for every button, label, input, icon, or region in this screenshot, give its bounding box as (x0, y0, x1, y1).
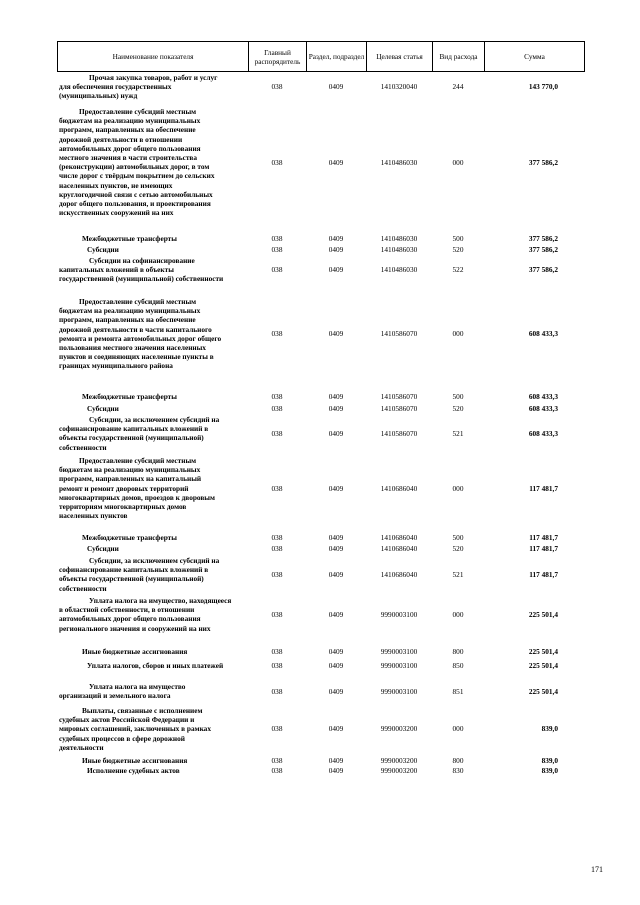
row-sum: 225 501,4 (528, 661, 558, 670)
row-vr: 520 (452, 544, 464, 553)
row-name-line: Исполнение судебных актов (87, 766, 180, 775)
row-name (59, 392, 251, 401)
row-name-line: регионального значения и сооружений на них (59, 623, 211, 633)
row-g: 038 (271, 392, 283, 401)
row-name-line: Предоставление субсидий местным (79, 297, 197, 306)
header-razdel: Раздел, подраздел (307, 42, 367, 71)
row-name-line: бюджетам на реализацию муниципальных (59, 116, 201, 126)
row-name (59, 647, 251, 656)
row-name-line: Субсидии на софинансирование (89, 256, 195, 265)
row-name-line: бюджетам на реализацию муниципальных (59, 306, 201, 316)
row-vr: 521 (452, 570, 464, 579)
row-vr: 500 (452, 392, 464, 401)
row-name-line: многоквартирных домов, проездов к дворовым (59, 492, 215, 502)
row-csr: 1410686040 (380, 570, 418, 579)
row-name (59, 245, 251, 254)
row-r: 0409 (328, 392, 344, 401)
row-name-line: государственной (муниципальной) собственности (59, 274, 224, 284)
row-name (59, 234, 251, 243)
row-name-line: Субсидии (87, 245, 119, 254)
row-csr: 9990003100 (380, 687, 418, 696)
row-sum: 839,0 (541, 756, 558, 765)
row-name-line: Уплата налога на имущество, находящееся (89, 596, 232, 605)
row-name-line: деятельности (59, 742, 104, 752)
row-name-line: Субсидии (87, 544, 119, 553)
row-csr: 1410486030 (380, 245, 418, 254)
row-name (59, 456, 251, 520)
row-name-line: программ, направленных на обеспечение (59, 315, 196, 325)
row-sum: 377 586,2 (528, 265, 558, 274)
row-g: 038 (271, 234, 283, 243)
row-vr: 000 (452, 158, 464, 167)
row-name-line: пунктов и соединяющих населенные пункты в (59, 352, 214, 362)
page-number: 171 (591, 865, 603, 874)
row-vr: 500 (452, 234, 464, 243)
row-name-line: автомобильных дорог общего пользования (59, 143, 201, 153)
row-name (59, 556, 251, 593)
row-name-line: мировых соглашений, заключенных в рамках (59, 724, 211, 734)
row-name-line: Предоставление субсидий местным (79, 456, 197, 465)
row-name-line: ремонт и ремонт дворовых территорий (59, 483, 189, 493)
row-csr: 9990003100 (380, 647, 418, 656)
row-name-line: Уплата налога на имущество (89, 682, 186, 691)
row-g: 038 (271, 724, 283, 733)
row-sum: 117 481,7 (529, 484, 558, 493)
row-name-line: (реконструкции) автомобильных дорог, в том (59, 162, 210, 172)
row-sum: 608 433,3 (528, 392, 558, 401)
row-name-line: числе дорог с твёрдым покрытием до сельских (59, 171, 215, 181)
row-name (59, 404, 251, 413)
row-g: 038 (271, 82, 283, 91)
row-name (59, 706, 251, 752)
row-r: 0409 (328, 647, 344, 656)
row-vr: 800 (452, 756, 464, 765)
row-name-line: населенных пунктов (59, 511, 128, 521)
row-name (59, 415, 251, 452)
header-sum: Сумма (524, 52, 545, 61)
row-csr: 1410320040 (380, 82, 418, 91)
row-name-line: дорожной деятельности в отношении (59, 134, 183, 144)
row-r: 0409 (328, 404, 344, 413)
row-csr: 1410586070 (380, 404, 418, 413)
row-g: 038 (271, 570, 283, 579)
row-name-line: Межбюджетные трансферты (82, 234, 177, 243)
row-sum: 117 481,7 (529, 570, 558, 579)
row-r: 0409 (328, 484, 344, 493)
row-name-line: пользования местного значения населенных (59, 343, 206, 353)
row-g: 038 (271, 661, 283, 670)
row-vr: 000 (452, 724, 464, 733)
row-csr: 1410586070 (380, 392, 418, 401)
row-csr: 1410686040 (380, 544, 418, 553)
row-name-line: ремонта и ремонта автомобильных дорог общего (59, 333, 222, 343)
row-sum: 839,0 (541, 766, 558, 775)
row-r: 0409 (328, 756, 344, 765)
row-name-line: дорожной деятельности в части капитального (59, 324, 212, 334)
row-vr: 851 (452, 687, 464, 696)
row-vr: 522 (452, 265, 464, 274)
row-name (59, 544, 251, 553)
row-g: 038 (271, 647, 283, 656)
row-g: 038 (271, 544, 283, 553)
row-name-line: искусственных сооружений на них (59, 208, 174, 218)
row-sum: 117 481,7 (529, 544, 558, 553)
header-name: Наименование показателя (58, 42, 249, 71)
row-csr: 1410686040 (380, 533, 418, 542)
row-g: 038 (271, 766, 283, 775)
row-name-line: софинансирование капитальных вложений в (59, 565, 209, 575)
row-name (59, 756, 251, 765)
row-name-line: в областной собственности, в отношении (59, 605, 195, 615)
row-g: 038 (271, 484, 283, 493)
row-csr: 9990003200 (380, 724, 418, 733)
row-name (59, 661, 251, 670)
row-vr: 850 (452, 661, 464, 670)
row-csr: 1410586070 (380, 429, 418, 438)
row-g: 038 (271, 245, 283, 254)
row-name-line: Межбюджетные трансферты (82, 533, 177, 542)
row-name (59, 766, 251, 775)
row-vr: 000 (452, 484, 464, 493)
row-name (59, 256, 251, 284)
row-vr: 244 (452, 82, 464, 91)
row-name-line: программ, направленных на обеспечение (59, 125, 196, 135)
row-g: 038 (271, 158, 283, 167)
row-vr: 521 (452, 429, 464, 438)
row-sum: 377 586,2 (528, 158, 558, 167)
row-name-line: местного значения в части строительства (59, 153, 197, 163)
row-name (59, 533, 251, 542)
row-vr: 520 (452, 404, 464, 413)
row-name-line: объекты государственной (муниципальной) (59, 574, 204, 584)
row-name (59, 297, 251, 371)
row-sum: 225 501,4 (528, 687, 558, 696)
row-name-line: Иные бюджетные ассигнования (82, 756, 188, 765)
row-sum: 608 433,3 (528, 429, 558, 438)
row-g: 038 (271, 265, 283, 274)
row-name-line: Предоставление субсидий местным (79, 107, 197, 116)
header-glavny: Главный распорядитель (249, 42, 307, 71)
row-name-line: судебных процессов в сфере дорожной (59, 733, 185, 743)
row-name (59, 73, 251, 101)
row-name-line: населенных пунктов, не имеющих (59, 180, 173, 190)
row-name-line: Прочая закупка товаров, работ и услуг (89, 73, 218, 82)
row-r: 0409 (328, 661, 344, 670)
row-csr: 1410586070 (380, 329, 418, 338)
row-csr: 9990003200 (380, 766, 418, 775)
row-r: 0409 (328, 610, 344, 619)
header-csr: Целевая статья (367, 42, 433, 71)
row-csr: 1410486030 (380, 158, 418, 167)
row-g: 038 (271, 687, 283, 696)
row-g: 038 (271, 404, 283, 413)
row-name (59, 596, 251, 633)
row-r: 0409 (328, 329, 344, 338)
row-name-line: (муниципальных) нужд (59, 91, 138, 101)
row-vr: 000 (452, 610, 464, 619)
row-name-line: дорог общего пользования, и проектирования (59, 199, 211, 209)
row-name-line: круглогодичной связи с сетью автомобильных (59, 189, 213, 199)
row-name-line: автомобильных дорог общего пользования (59, 614, 201, 624)
row-name-line: границах муниципального района (59, 361, 173, 371)
row-vr: 800 (452, 647, 464, 656)
row-name-line: Межбюджетные трансферты (82, 392, 177, 401)
row-name-line: программ, направленных на капитальный (59, 474, 202, 484)
row-vr: 520 (452, 245, 464, 254)
row-r: 0409 (328, 158, 344, 167)
row-name-line: собственности (59, 583, 107, 593)
row-csr: 9990003100 (380, 661, 418, 670)
row-name (59, 682, 251, 700)
row-sum: 377 586,2 (528, 234, 558, 243)
row-sum: 608 433,3 (528, 404, 558, 413)
row-name-line: капитальных вложений в объекты (59, 265, 174, 275)
row-name (59, 107, 251, 217)
row-sum: 143 770,0 (528, 82, 558, 91)
row-r: 0409 (328, 265, 344, 274)
row-csr: 9990003200 (380, 756, 418, 765)
table-header (57, 41, 585, 72)
row-name-line: для обеспечения государственных (59, 82, 172, 92)
row-r: 0409 (328, 724, 344, 733)
row-g: 038 (271, 610, 283, 619)
row-r: 0409 (328, 766, 344, 775)
row-name-line: территориям многоквартирных домов (59, 502, 187, 512)
row-name-line: Иные бюджетные ассигнования (82, 647, 188, 656)
row-sum: 377 586,2 (528, 245, 558, 254)
row-r: 0409 (328, 544, 344, 553)
row-csr: 1410486030 (380, 265, 418, 274)
row-g: 038 (271, 533, 283, 542)
row-vr: 000 (452, 329, 464, 338)
row-vr: 830 (452, 766, 464, 775)
row-name-line: объекты государственной (муниципальной) (59, 433, 204, 443)
row-r: 0409 (328, 570, 344, 579)
row-csr: 1410686040 (380, 484, 418, 493)
row-name-line: судебных актов Российской Федерации и (59, 715, 195, 725)
row-name-line: бюджетам на реализацию муниципальных (59, 465, 201, 475)
row-r: 0409 (328, 533, 344, 542)
row-name-line: собственности (59, 442, 107, 452)
header-vr: Вид расхода (433, 42, 485, 71)
row-sum: 225 501,4 (528, 647, 558, 656)
row-g: 038 (271, 429, 283, 438)
row-sum: 839,0 (541, 724, 558, 733)
row-sum: 117 481,7 (529, 533, 558, 542)
row-name-line: Выплаты, связанные с исполнением (82, 706, 203, 715)
row-name-line: Субсидии, за исключением субсидий на (89, 415, 220, 424)
row-csr: 1410486030 (380, 234, 418, 243)
row-csr: 9990003100 (380, 610, 418, 619)
row-r: 0409 (328, 82, 344, 91)
row-name-line: Уплата налогов, сборов и иных платежей (87, 661, 224, 670)
row-sum: 225 501,4 (528, 610, 558, 619)
row-name-line: Субсидии, за исключением субсидий на (89, 556, 220, 565)
row-vr: 500 (452, 533, 464, 542)
row-g: 038 (271, 756, 283, 765)
row-g: 038 (271, 329, 283, 338)
row-name-line: организаций и земельного налога (59, 691, 171, 701)
row-r: 0409 (328, 687, 344, 696)
row-name-line: софинансирование капитальных вложений в (59, 424, 209, 434)
row-r: 0409 (328, 245, 344, 254)
row-r: 0409 (328, 429, 344, 438)
row-sum: 608 433,3 (528, 329, 558, 338)
row-r: 0409 (328, 234, 344, 243)
row-name-line: Субсидии (87, 404, 119, 413)
